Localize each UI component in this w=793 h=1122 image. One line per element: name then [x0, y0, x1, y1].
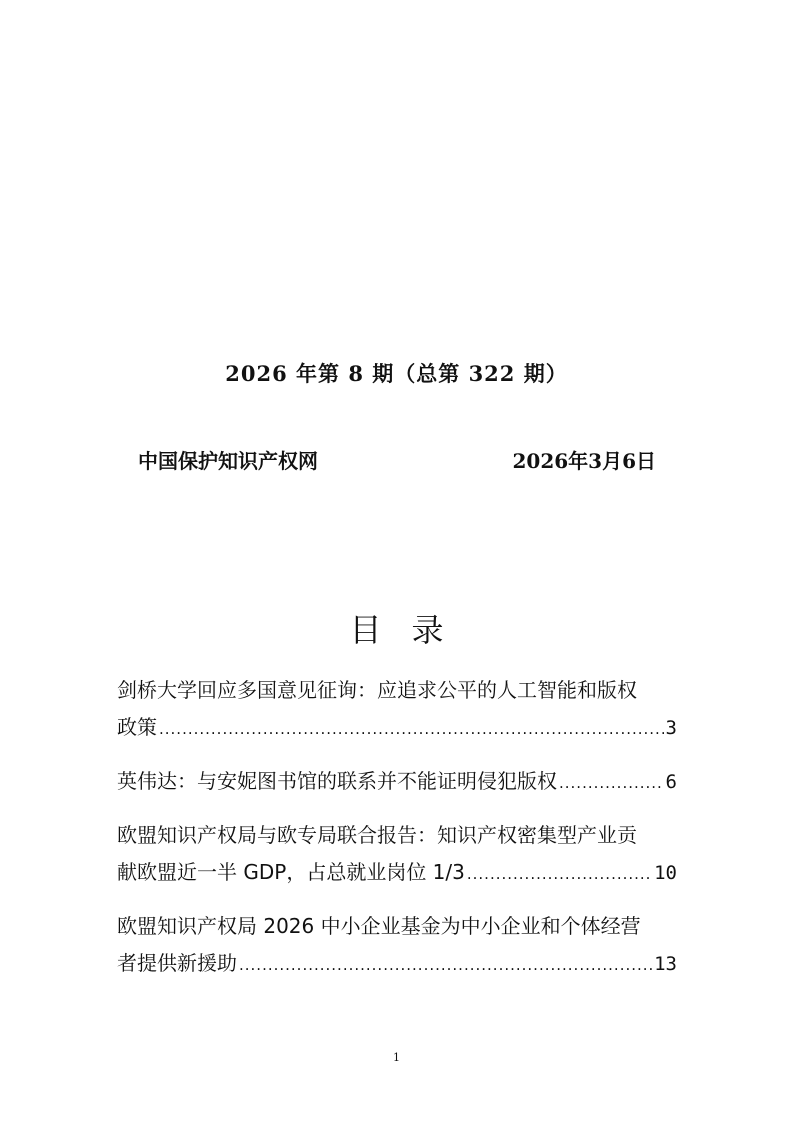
toc-entry[interactable]: [117, 817, 677, 893]
toc-page-number: 10: [654, 862, 677, 884]
publication-date: 2026年3月6日: [512, 449, 656, 473]
toc-entry-title-line2: 英伟达：与安妮图书馆的联系并不能证明侵犯版权: [117, 769, 557, 793]
toc-entry-title-line2: 者提供新援助: [117, 951, 237, 975]
toc-page-number: 6: [665, 771, 677, 793]
toc-page-number: 13: [654, 953, 677, 975]
dot-leader: [559, 765, 664, 802]
publisher-name: 中国保护知识产权网: [138, 449, 318, 473]
toc-entry[interactable]: [117, 908, 677, 984]
dot-leader: [159, 711, 664, 748]
toc-entry-title-line2: 政策: [117, 715, 157, 739]
dot-leader: [239, 947, 652, 984]
footer-page-number: 1: [393, 1051, 400, 1064]
toc-entry-title-line2: 献欧盟近一半 GDP，占总就业岗位 1/3: [117, 860, 465, 884]
toc-entry[interactable]: [117, 672, 677, 748]
toc-entry-last-line: [117, 763, 677, 802]
table-of-contents: [117, 672, 677, 999]
toc-entry-title-line1: 欧盟知识产权局 2026 中小企业基金为中小企业和个体经营: [117, 914, 641, 938]
toc-entry[interactable]: [117, 763, 677, 802]
toc-entry-last-line: [117, 945, 677, 984]
toc-entry-last-line: [117, 854, 677, 893]
toc-entry-title-line1: 剑桥大学回应多国意见征询：应追求公平的人工智能和版权: [117, 678, 637, 702]
toc-entry-last-line: [117, 709, 677, 748]
toc-entry-title-line1: 欧盟知识产权局与欧专局联合报告：知识产权密集型产业贡: [117, 823, 637, 847]
toc-title: 目录: [349, 611, 474, 649]
issue-line: 2026 年第 8 期（总第 322 期）: [225, 361, 568, 386]
dot-leader: [467, 856, 652, 893]
toc-page-number: 3: [665, 717, 677, 739]
